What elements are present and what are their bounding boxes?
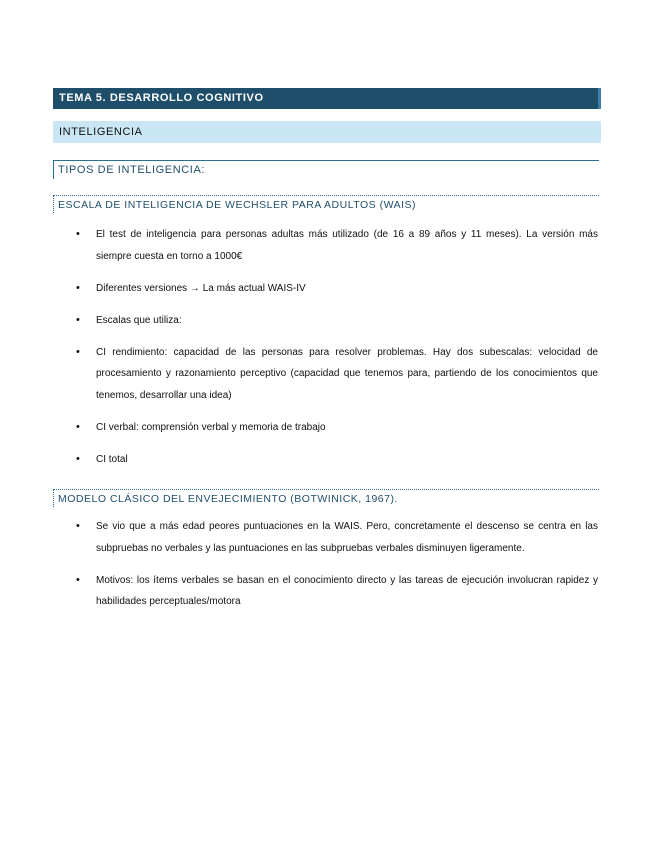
subsection-heading: TIPOS DE INTELIGENCIA:	[53, 160, 599, 179]
botwinick-heading: MODELO CLÁSICO DEL ENVEJECIMIENTO (BOTWINICK, 1967).	[53, 489, 599, 507]
list-item: • CI rendimiento: capacidad de las personas para resolver problemas. Hay dos subescalas: velocidad de procesamiento y razonamiento perceptivo (capacidad que tenemos para, partiendo de los conocimientos que tenemos, desarrollar una idea)	[76, 342, 598, 407]
list-item: • Escalas que utiliza:	[76, 310, 598, 332]
list-item: • CI verbal: comprensión verbal y memoria de trabajo	[76, 417, 598, 439]
wais-bullet-list	[76, 224, 598, 481]
list-item: • CI total	[76, 449, 598, 471]
list-item: • Se vio que a más edad peores puntuaciones en la WAIS. Pero, concretamente el descenso se centra en las subpruebas no verbales y las puntuaciones en las subpruebas verbales disminuyen ligeramente.	[76, 516, 598, 559]
list-item: • El test de inteligencia para personas adultas más utilizado (de 16 a 89 años y 11 meses). La versión más siempre cuesta en torno a 1000€	[76, 224, 598, 267]
botwinick-bullet-list	[76, 516, 598, 623]
section-heading: INTELIGENCIA	[53, 121, 601, 143]
list-item: • Motivos: los ítems verbales se basan en el conocimiento directo y las tareas de ejecución involucran rapidez y habilidades perceptuales/motora	[76, 570, 598, 613]
chapter-heading: TEMA 5. DESARROLLO COGNITIVO	[53, 88, 601, 109]
wais-heading: ESCALA DE INTELIGENCIA DE WECHSLER PARA ADULTOS (WAIS)	[53, 195, 599, 213]
list-item: • Diferentes versiones → La más actual WAIS-IV	[76, 278, 598, 300]
